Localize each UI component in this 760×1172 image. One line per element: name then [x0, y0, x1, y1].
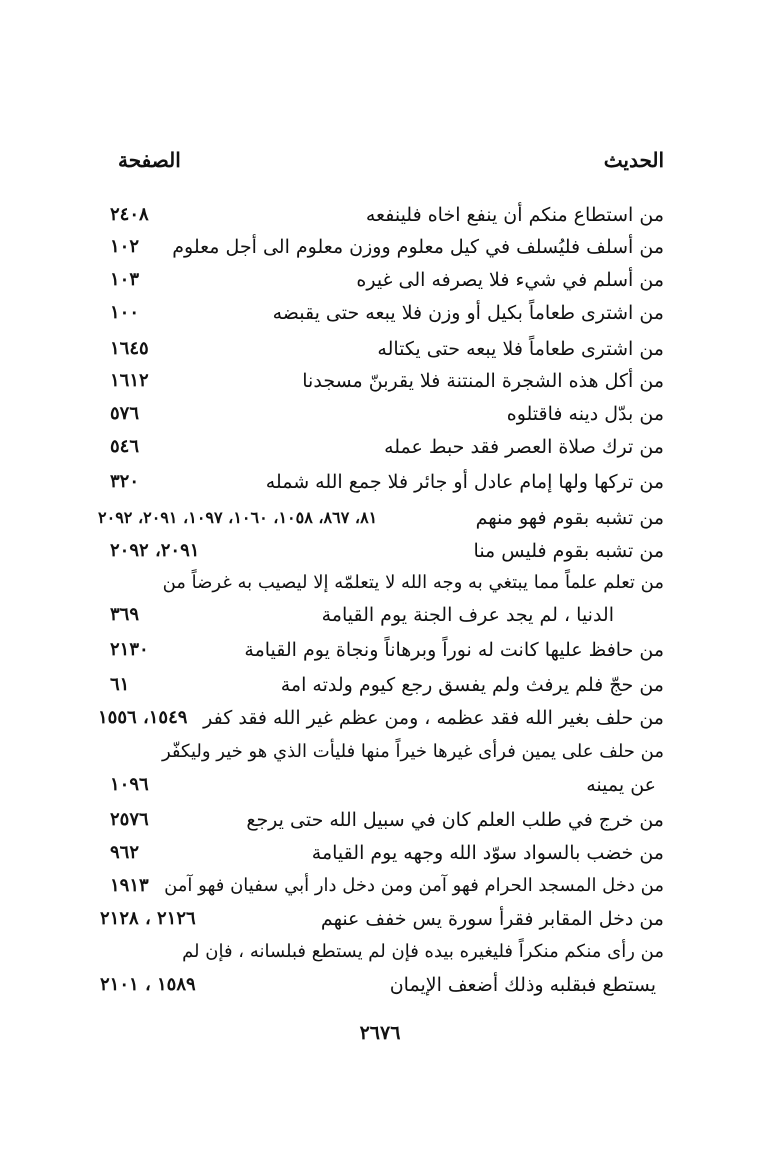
hadith-text: الدنيا ، لم يجد عرف الجنة يوم القيامة: [321, 604, 614, 626]
hadith-text: من رأى منكم منكراً فليغيره بيده فإن لم يستطع فبلسانه ، فإن لم: [182, 941, 664, 962]
page-reference: ٢١٣٠: [110, 639, 149, 660]
index-entry: [110, 805, 664, 835]
hadith-column-heading: الحديث: [603, 148, 664, 172]
page-reference: ١٠٩٦: [110, 774, 149, 795]
index-entry: [110, 536, 664, 566]
index-entry: [110, 334, 664, 364]
hadith-text: من تركها ولها إمام عادل أو جائر فلا جمع الله شمله: [265, 471, 664, 493]
index-entry: [98, 703, 664, 733]
hadith-text: من أسلم في شيء فلا يصرفه الى غيره: [356, 269, 664, 291]
hadith-text: من تشبه بقوم فهو منهم: [475, 507, 664, 529]
hadith-text: من دخل المسجد الحرام فهو آمن ومن دخل دار أبي سفيان فهو آمن: [164, 875, 664, 896]
page-reference: ١٦١٢: [110, 370, 149, 391]
index-entry: [110, 467, 664, 497]
hadith-text: من دخل المقابر فقرأ سورة يس خفف عنهم: [320, 908, 664, 930]
index-entry: [110, 770, 664, 800]
page-reference: ٨١، ٨٦٧، ١٠٥٨، ١٠٦٠، ١٠٩٧، ٢٠٩١، ٢٠٩٢: [98, 508, 378, 527]
page-reference: ٥٤٦: [110, 436, 140, 457]
hadith-text: من حافظ عليها كانت له نوراً وبرهاناً ونجاة يوم القيامة: [244, 639, 664, 661]
hadith-text: من أكل هذه الشجرة المنتنة فلا يقربنّ مسجدنا: [302, 370, 664, 392]
index-entry: [110, 232, 664, 262]
hadith-text: من تعلم علماً مما يبتغي به وجه الله لا يتعلمّه إلا ليصيب به غرضاً من: [162, 572, 664, 593]
page-reference: ٥٧٦: [110, 403, 140, 424]
page-number: ٢٦٧٦: [359, 1022, 401, 1044]
page-reference: ٢١٢٦ ، ٢١٢٨: [100, 908, 196, 929]
index-entry: [110, 366, 664, 396]
page-reference: ١٥٤٩، ١٥٥٦: [98, 707, 188, 728]
index-entry: [110, 635, 664, 665]
index-entry: [110, 568, 664, 598]
index-entry: [110, 600, 664, 630]
hadith-text: من أسلف فليُسلف في كيل معلوم ووزن معلوم الى أجل معلوم: [172, 236, 664, 258]
page-reference: ١٠٣: [110, 269, 140, 290]
hadith-text: من حلف بغير الله فقد عظمه ، ومن عظم غير الله فقد كفر: [203, 707, 664, 729]
hadith-text: من خضب بالسواد سوّد الله وجهه يوم القيامة: [311, 842, 664, 864]
index-entry: [110, 200, 664, 230]
page-reference: ٦١: [110, 674, 130, 695]
page-column-heading: الصفحة: [118, 148, 181, 172]
page-reference: ١٠٢: [110, 236, 140, 257]
index-entry: [100, 904, 664, 934]
page-reference: ٢٠٩١، ٢٠٩٢: [110, 540, 200, 561]
hadith-text: من حلف على يمين فرأى غيرها خيراً منها فليأت الذي هو خير وليكفّر: [161, 741, 664, 762]
index-entry: [110, 670, 664, 700]
page-reference: ٣٢٠: [110, 471, 140, 492]
index-entry: [98, 503, 664, 533]
index-entry: [110, 399, 664, 429]
page-reference: ١٩١٣: [110, 875, 149, 896]
hadith-text: من اشترى طعاماً فلا يبعه حتى يكتاله: [377, 338, 664, 360]
page-reference: ١٦٤٥: [110, 338, 149, 359]
hadith-text: يستطع فبقلبه وذلك أضعف الإيمان: [389, 974, 656, 996]
page-reference: ٢٤٠٨: [110, 204, 149, 225]
hadith-text: من حجّ فلم يرفث ولم يفسق رجع كيوم ولدته امة: [280, 674, 664, 696]
page-reference: ١٥٨٩ ، ٢١٠١: [100, 974, 196, 995]
page-reference: ٣٦٩: [110, 604, 140, 625]
hadith-text: من ترك صلاة العصر فقد حبط عمله: [384, 436, 664, 458]
index-entry: [110, 838, 664, 868]
hadith-text: من تشبه بقوم فليس منا: [473, 540, 664, 562]
hadith-text: من اشترى طعاماً بكيل أو وزن فلا يبعه حتى يقبضه: [272, 302, 664, 324]
index-entry: [110, 737, 664, 767]
page-reference: ٩٦٢: [110, 842, 140, 863]
index-entry: [100, 970, 664, 1000]
index-entry: [110, 298, 664, 328]
page-reference: ٢٥٧٦: [110, 809, 149, 830]
hadith-text: من خرج في طلب العلم كان في سبيل الله حتى يرجع: [246, 809, 664, 831]
hadith-text: عن يمينه: [586, 774, 656, 796]
index-entry: [110, 937, 664, 967]
index-entry: [110, 432, 664, 462]
index-entry: [110, 265, 664, 295]
index-entry: [110, 871, 664, 901]
hadith-text: من بدّل دينه فاقتلوه: [506, 403, 664, 425]
page-reference: ١٠٠: [110, 302, 140, 323]
hadith-text: من استطاع منكم أن ينفع اخاه فلينفعه: [365, 204, 664, 226]
